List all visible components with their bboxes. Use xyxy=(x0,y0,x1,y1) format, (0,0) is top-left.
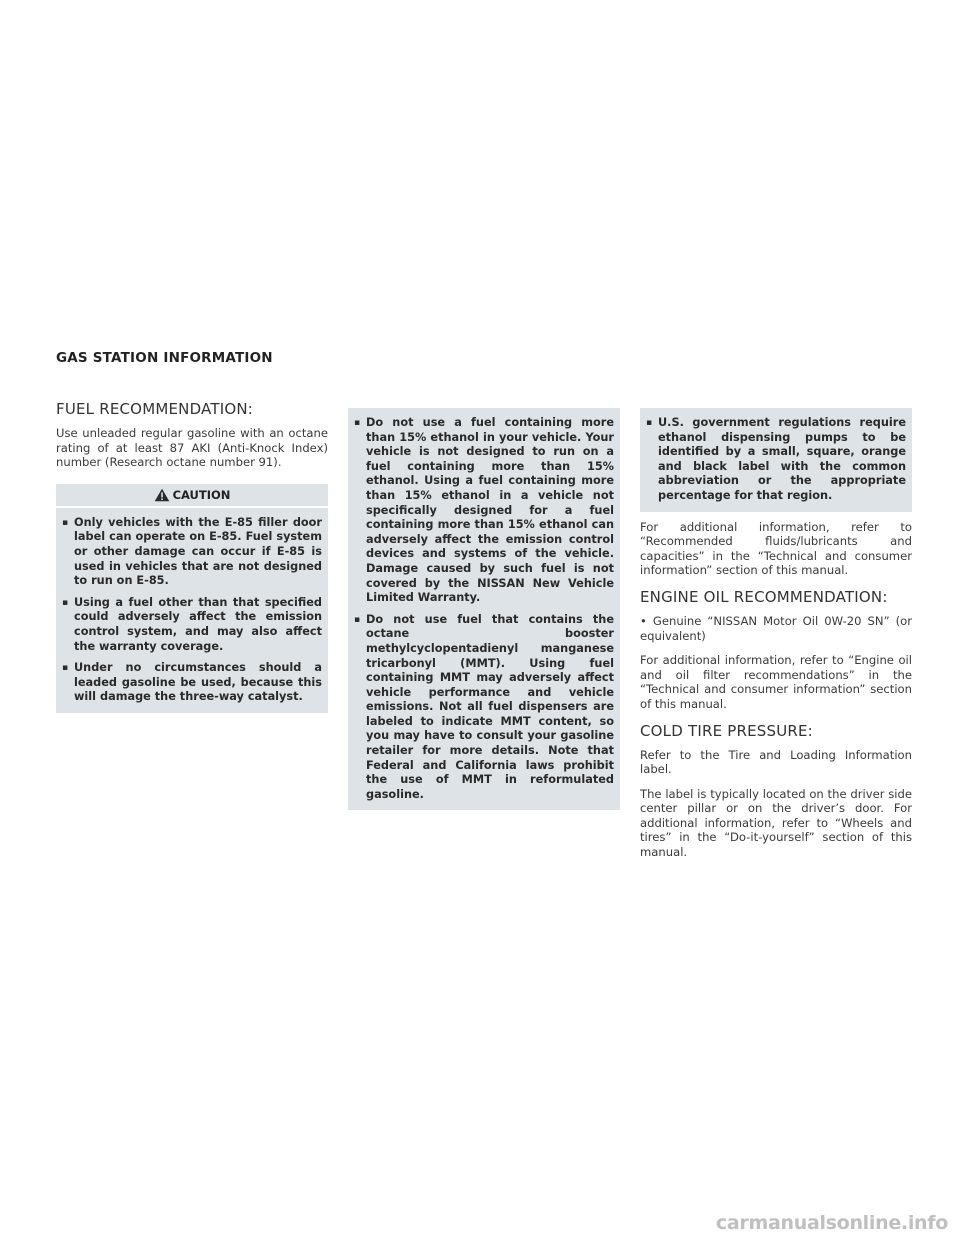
tire-paragraph-2: The label is typically located on the driver side center pillar or on the driver’s door. For additional information, refer to “Wheels and tires” in the “Do-it-yourself” section of this manual. xyxy=(640,786,912,860)
oil-heading: ENGINE OIL RECOMMENDATION: xyxy=(640,587,888,606)
caution-item: ▪ Do not use a fuel containing more than 15% ethanol in your vehicle. Your vehicle is not designed to run on a fuel containing more than 15% ethanol. Using a fuel containing more than 15% ethanol in a vehicle not specifically designed for a fuel containing more than 15% ethanol can adversely affect the emission control devices and systems of the vehicle. Damage caused by such fuel is not covered by the NISSAN New Vehicle Limited Warranty. xyxy=(354,416,614,606)
caution-label: CAUTION xyxy=(172,487,231,502)
caution-list xyxy=(56,508,328,713)
watermark: carmanualsonline.info xyxy=(715,1212,948,1234)
caution-box-continued-2 xyxy=(640,408,912,512)
oil-item: • Genuine “NISSAN Motor Oil 0W-20 SN” (or equivalent) xyxy=(640,613,912,643)
fuel-reference: For additional information, refer to “Recommended fluids/lubricants and capacities” in the “Technical and consumer information” section of this manual. xyxy=(640,519,912,578)
column-oil-tire xyxy=(640,408,912,870)
tire-paragraph-1: Refer to the Tire and Loading Information label. xyxy=(640,747,912,777)
warning-triangle-icon xyxy=(154,488,170,502)
caution-item: ▪ Using a fuel other than that specified could adversely affect the emission control system, and may also affect the warranty coverage. xyxy=(62,596,322,654)
caution-list-continued-2 xyxy=(640,408,912,512)
tire-heading: COLD TIRE PRESSURE: xyxy=(640,721,813,740)
section-title: GAS STATION INFORMATION xyxy=(56,350,273,366)
column-fuel xyxy=(56,400,328,713)
caution-item: ▪ Under no circumstances should a leaded gasoline be used, because this will damage the three-way catalyst. xyxy=(62,661,322,705)
oil-reference: For additional information, refer to “Engine oil and oil filter recommendations” in the “Technical and consumer information” section of this manual. xyxy=(640,653,912,711)
fuel-heading: FUEL RECOMMENDATION: xyxy=(56,400,254,418)
caution-list-continued xyxy=(348,408,620,810)
caution-item: ▪ Only vehicles with the E-85 filler door label can operate on E-85. Fuel system or other damage can occur if E-85 is used in vehicles that are not designed to run on E-85. xyxy=(62,516,322,589)
fuel-intro: Use unleaded regular gasoline with an octane rating of at least 87 AKI (Anti-Knock Index) number (Research octane number 91). xyxy=(56,426,328,470)
caution-box-continued xyxy=(348,408,620,810)
caution-item: ▪ U.S. government regulations require ethanol dispensing pumps to be identified by a small, square, orange and black label with the common abbreviation or the appropriate percentage for that region. xyxy=(646,416,906,504)
caution-header xyxy=(56,484,328,508)
caution-item: ▪ Do not use fuel that contains the octane booster methylcyclopentadienyl manganese tricarbonyl (MMT). Using fuel containing MMT may adversely affect vehicle performance and vehicle emissions. Not all fuel dispensers are labeled to indicate MMT content, so you may have to consult your gasoline retailer for more details. Note that Federal and California laws prohibit the use of MMT in reformulated gasoline. xyxy=(354,613,614,803)
caution-box xyxy=(56,484,328,713)
column-caution-continued xyxy=(348,408,620,810)
